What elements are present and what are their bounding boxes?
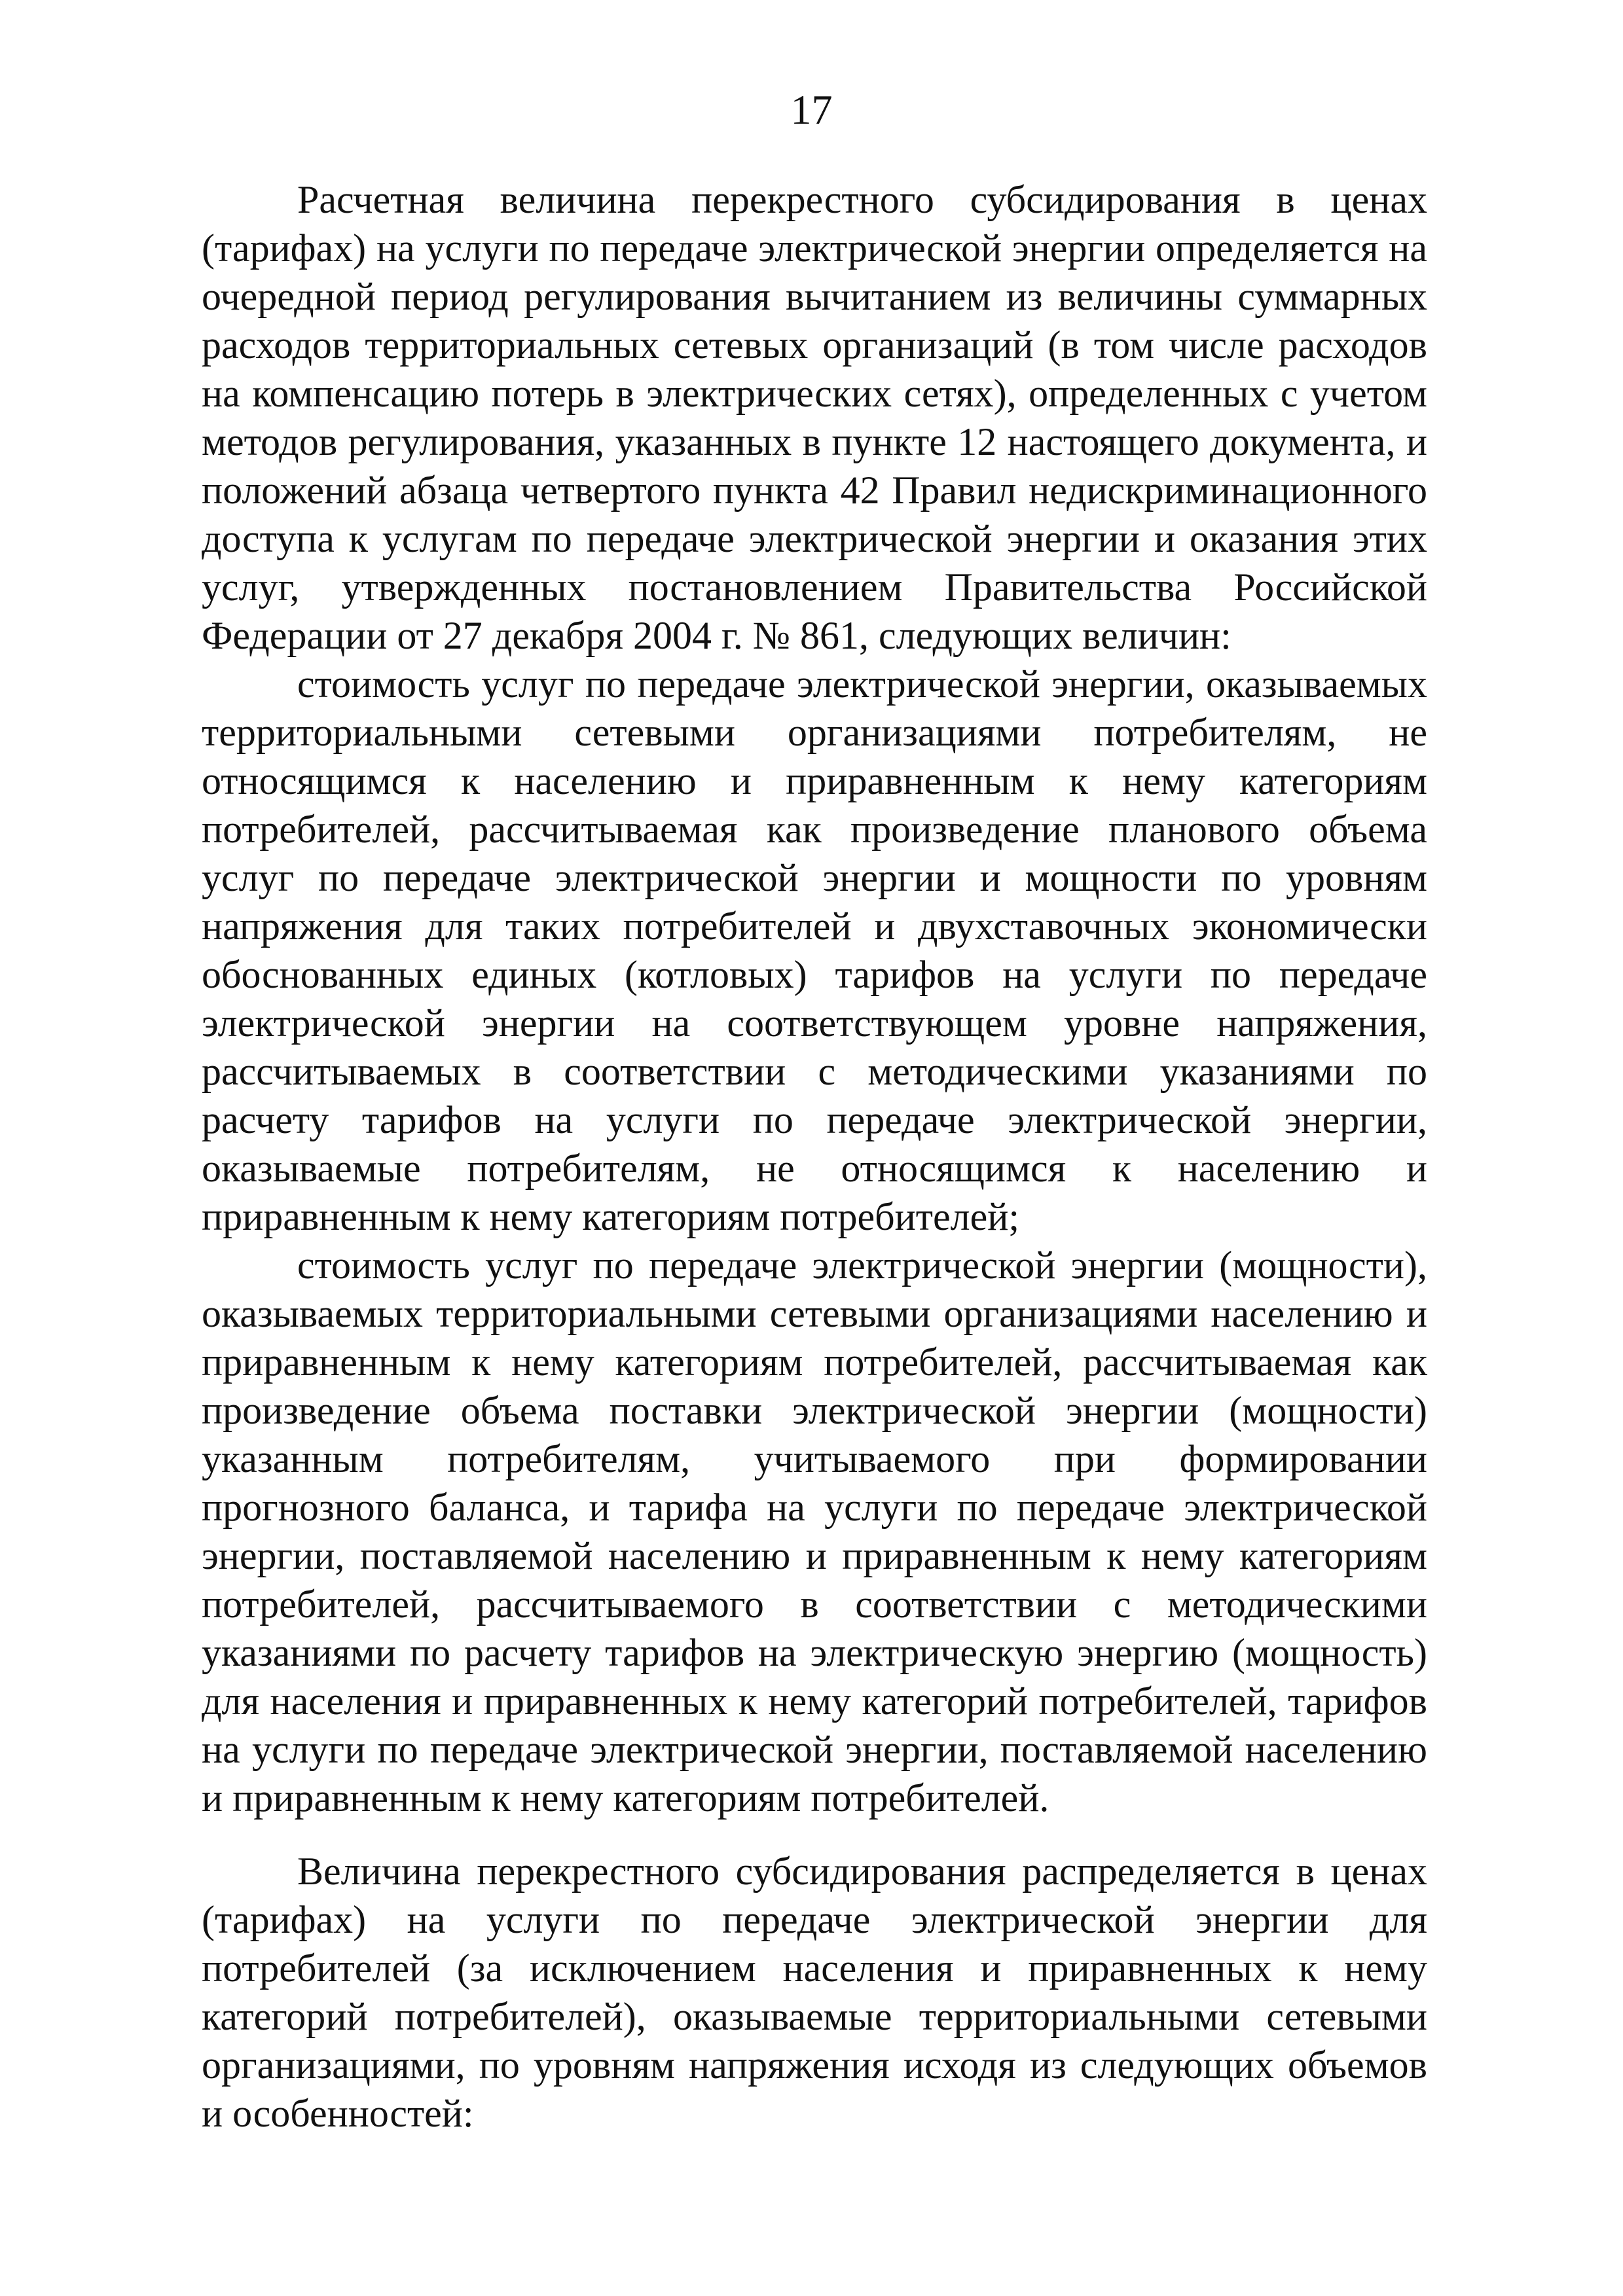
paragraph-cross-subsidy-distribution: Величина перекрестного субсидирования распределяется в ценах (тарифах) на услуги по передаче электрической энергии для потребителей (за исключением населения и приравненных к нему категорий потребителей), оказываемые территориальными сетевыми организациями, по уровням напряжения исходя из следующих объемов и особенностей: [202,1850,1427,2135]
document-body [202,175,1427,2138]
page-number: 17 [790,86,833,133]
paragraph-cross-subsidy-calculation: Расчетная величина перекрестного субсидирования в ценах (тарифах) на услуги по передаче электрической энергии определяется на очередной период регулирования вычитанием из величины суммарных расходов территориальных сетевых организаций (в том числе расходов на компенсацию потерь в электрических сетях), определенных с учетом методов регулирования, указанных в пункте 12 настоящего документа, и положений абзаца четвертого пункта 42 Правил недискриминационного доступа к услугам по передаче электрической энергии и оказания этих услуг, утвержденных постановлением Правительства Российской Федерации от 27 декабря 2004 г. № 861, следующих величин: [202,178,1427,657]
paragraph-population-service-cost: стоимость услуг по передаче электрической энергии (мощности), оказываемых территориальными сетевыми организациями населению и приравненным к нему категориям потребителей, рассчитываемая как произведение объема поставки электрической энергии (мощности) указанным потребителям, учитываемого при формировании прогнозного баланса, и тарифа на услуги по передаче электрической энергии, поставляемой населению и приравненным к нему категориям потребителей, рассчитываемого в соответствии с методическими указаниями по расчету тарифов на электрическую энергию (мощность) для населения и приравненных к нему категорий потребителей, тарифов на услуги по передаче электрической энергии, поставляемой населению и приравненным к нему категориям потребителей. [202,1244,1427,1820]
paragraph-non-population-service-cost: стоимость услуг по передаче электрической энергии, оказываемых территориальными сетевыми организациями потребителям, не относящимся к населению и приравненным к нему категориям потребителей, рассчитываемая как произведение планового объема услуг по передаче электрической энергии и мощности по уровням напряжения для таких потребителей и двухставочных экономически обоснованных единых (котловых) тарифов на услуги по передаче электрической энергии на соответствующем уровне напряжения, рассчитываемых в соответствии с методическими указаниями по расчету тарифов на услуги по передаче электрической энергии, оказываемые потребителям, не относящимся к населению и приравненным к нему категориям потребителей; [202,662,1427,1238]
